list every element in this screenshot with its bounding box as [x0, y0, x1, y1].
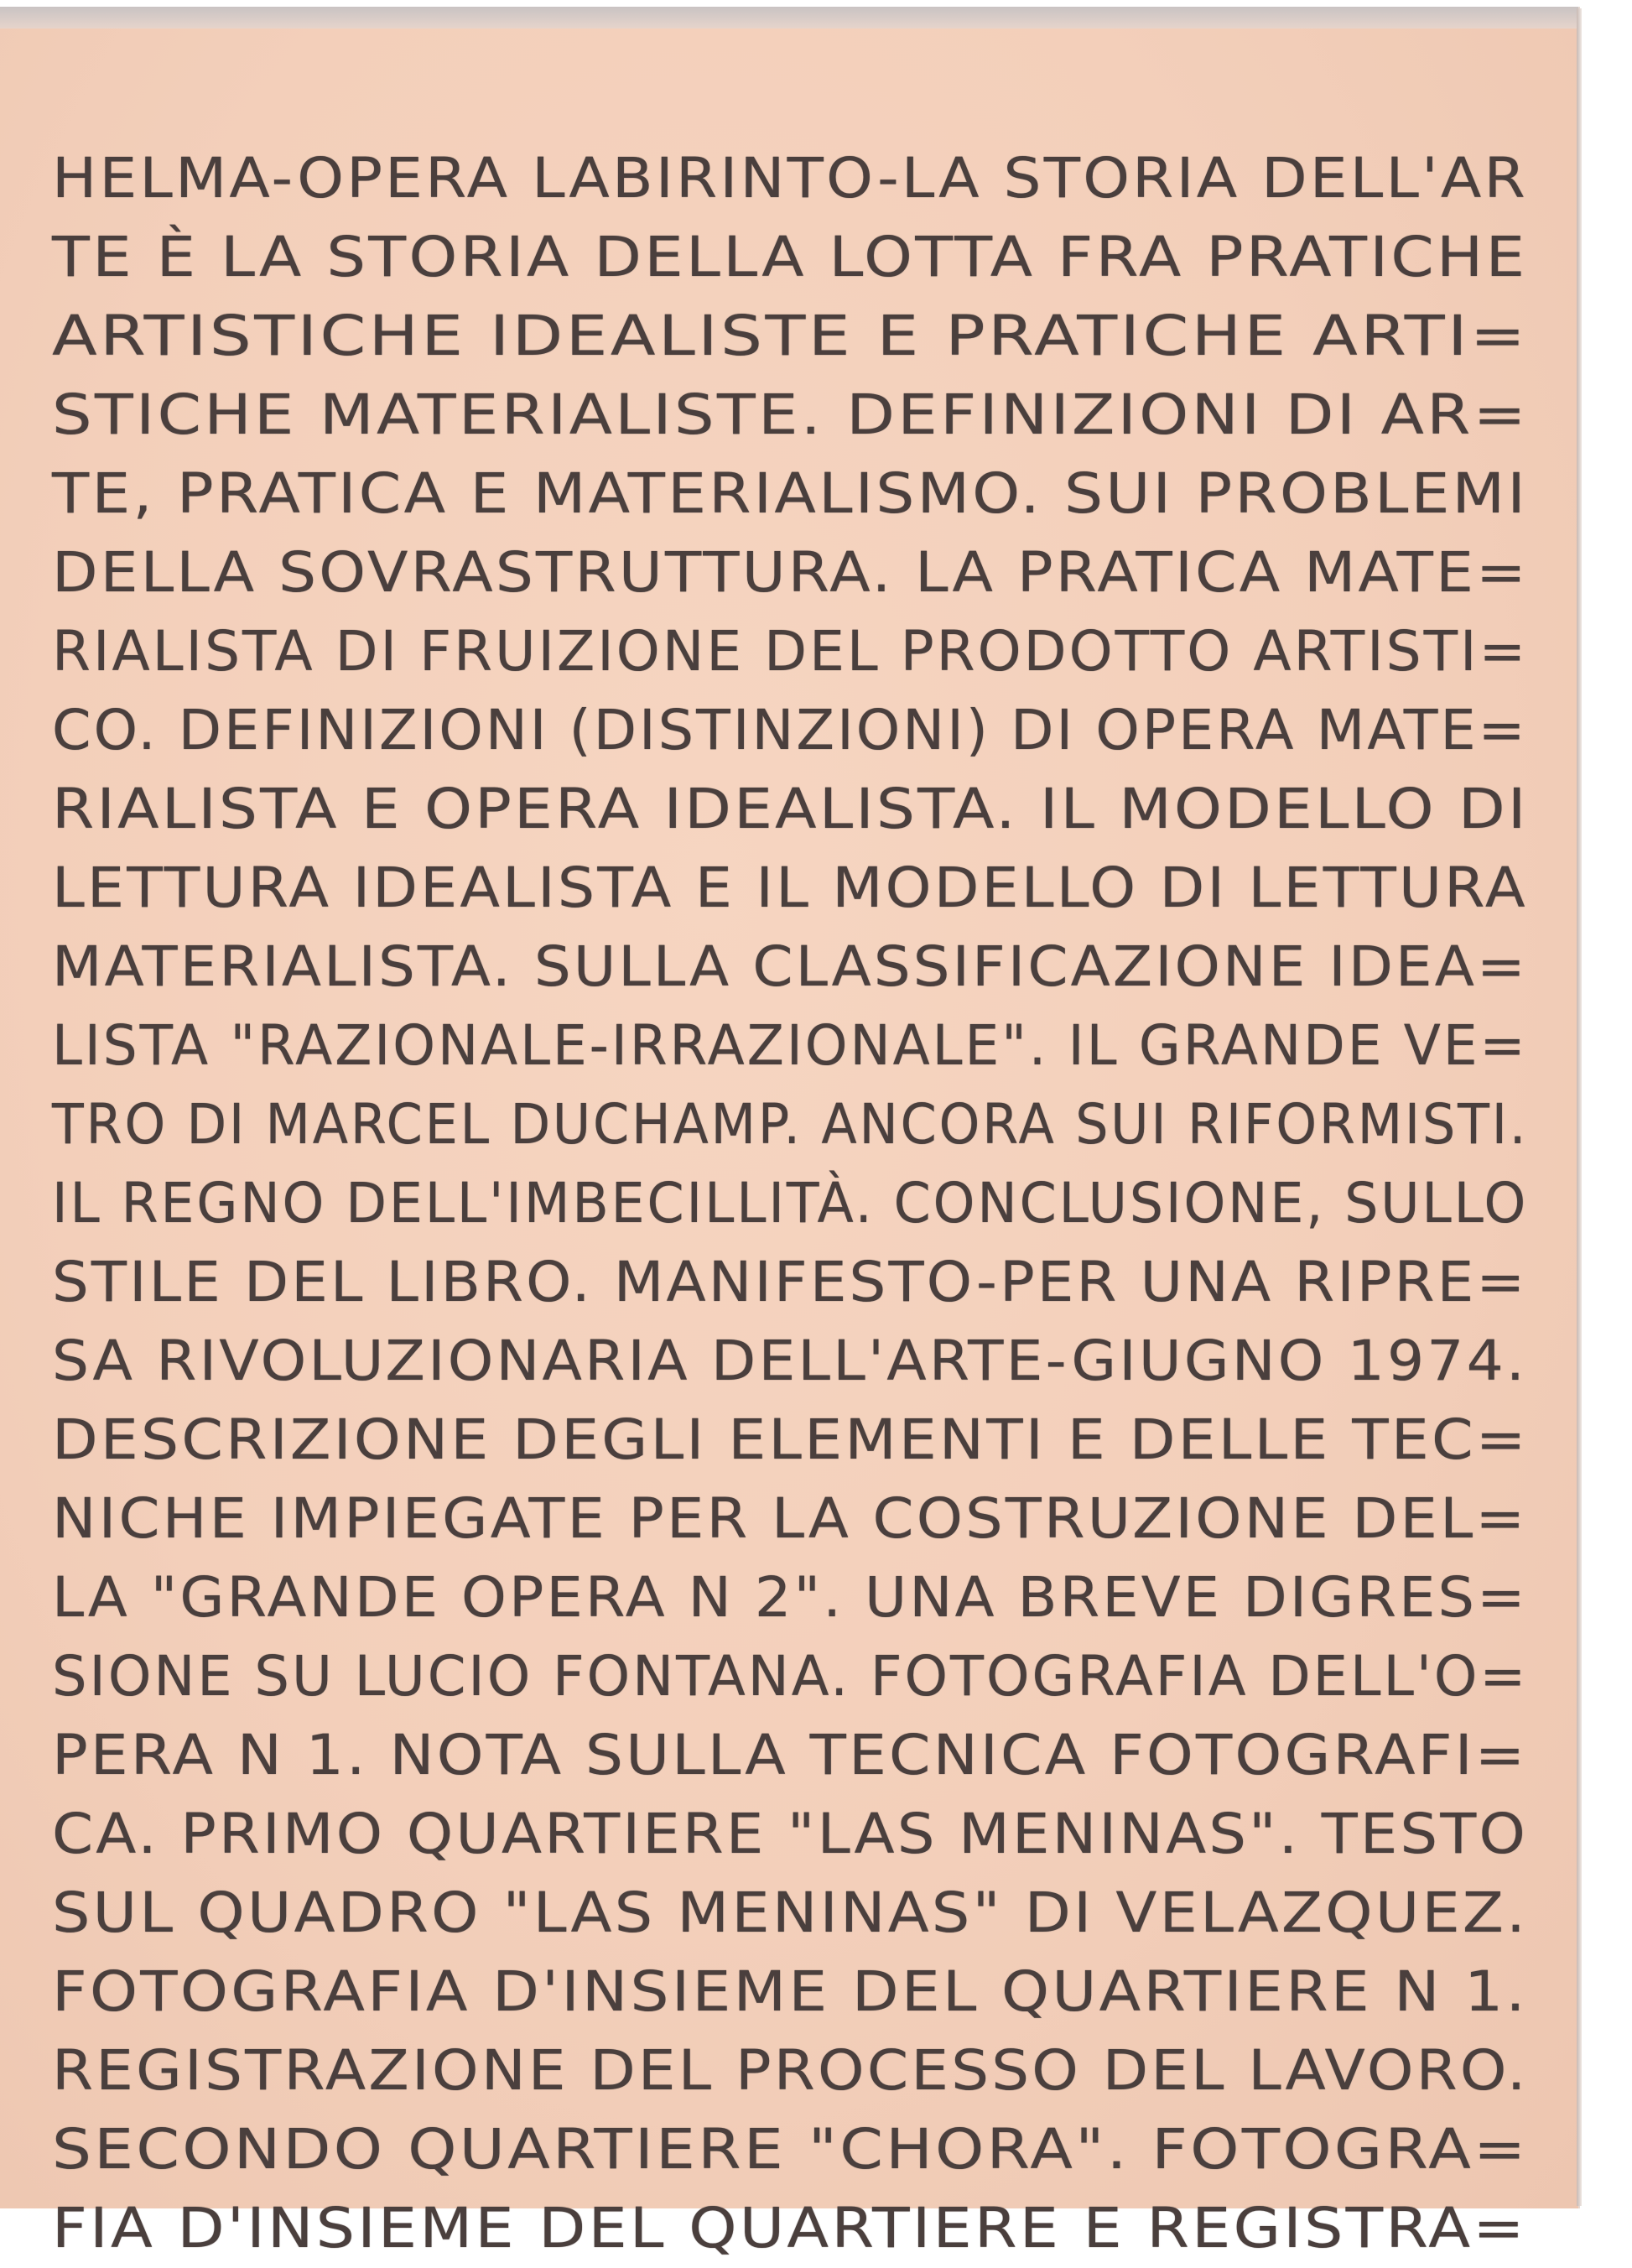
text-line: ARTISTICHE IDEALISTE E PRATICHE ARTI=: [52, 304, 1529, 368]
text-line: MATERIALISTA. SULLA CLASSIFICAZIONE IDEA=: [52, 934, 1528, 999]
text-line: RIALISTA E OPERA IDEALISTA. IL MODELLO DI: [52, 777, 1529, 841]
text-line: SA RIVOLUZIONARIA DELL'ARTE-GIUGNO 1974.: [52, 1329, 1528, 1393]
text-line: SIONE SU LUCIO FONTANA. FOTOGRAFIA DELL'O=: [52, 1644, 1529, 1709]
text-line: STILE DEL LIBRO. MANIFESTO-PER UNA RIPRE=: [52, 1250, 1528, 1314]
text-line: CO. DEFINIZIONI (DISTINZIONI) DI OPERA MATE=: [52, 698, 1528, 762]
text-line: LISTA "RAZIONALE-IRRAZIONALE". IL GRANDE VE=: [52, 1013, 1528, 1078]
text-line: CA. PRIMO QUARTIERE "LAS MENINAS". TESTO: [52, 1802, 1528, 1866]
text-line: STICHE MATERIALISTE. DEFINIZIONI DI AR=: [52, 382, 1529, 447]
text-line: REGISTRAZIONE DEL PROCESSO DEL LAVORO.: [52, 2038, 1529, 2103]
handwritten-text-block: [52, 139, 1528, 2268]
text-line: DESCRIZIONE DEGLI ELEMENTI E DELLE TEC=: [52, 1407, 1529, 1472]
paper-top-edge: [0, 7, 1578, 29]
text-line: SECONDO QUARTIERE "CHORA". FOTOGRA=: [52, 2117, 1529, 2182]
text-line: IL REGNO DELL'IMBECILLITÀ. CONCLUSIONE, SULLO: [52, 1171, 1529, 1235]
text-line: TRO DI MARCEL DUCHAMP. ANCORA SUI RIFORMISTI.: [52, 1092, 1529, 1157]
text-line: LETTURA IDEALISTA E IL MODELLO DI LETTURA: [52, 856, 1528, 920]
text-line: SUL QUADRO "LAS MENINAS" DI VELAZQUEZ.: [52, 1880, 1529, 1945]
text-line: FOTOGRAFIA D'INSIEME DEL QUARTIERE N 1.: [52, 1959, 1528, 2024]
text-line: NICHE IMPIEGATE PER LA COSTRUZIONE DEL=: [52, 1486, 1528, 1551]
text-line: DELLA SOVRASTRUTTURA. LA PRATICA MATE=: [52, 540, 1529, 605]
text-line: LA "GRANDE OPERA N 2". UNA BREVE DIGRES=: [52, 1565, 1528, 1630]
text-line: HELMA-OPERA LABIRINTO-LA STORIA DELL'AR: [52, 146, 1528, 211]
text-line: PERA N 1. NOTA SULLA TECNICA FOTOGRAFI=: [52, 1723, 1528, 1787]
text-line: TE È LA STORIA DELLA LOTTA FRA PRATICHE: [52, 225, 1528, 289]
text-line: FIA D'INSIEME DEL QUARTIERE E REGISTRA=: [52, 2196, 1527, 2260]
text-line: RIALISTA DI FRUIZIONE DEL PRODOTTO ARTISTI=: [52, 619, 1528, 684]
text-line: TE, PRATICA E MATERIALISMO. SUI PROBLEMI: [52, 461, 1529, 526]
